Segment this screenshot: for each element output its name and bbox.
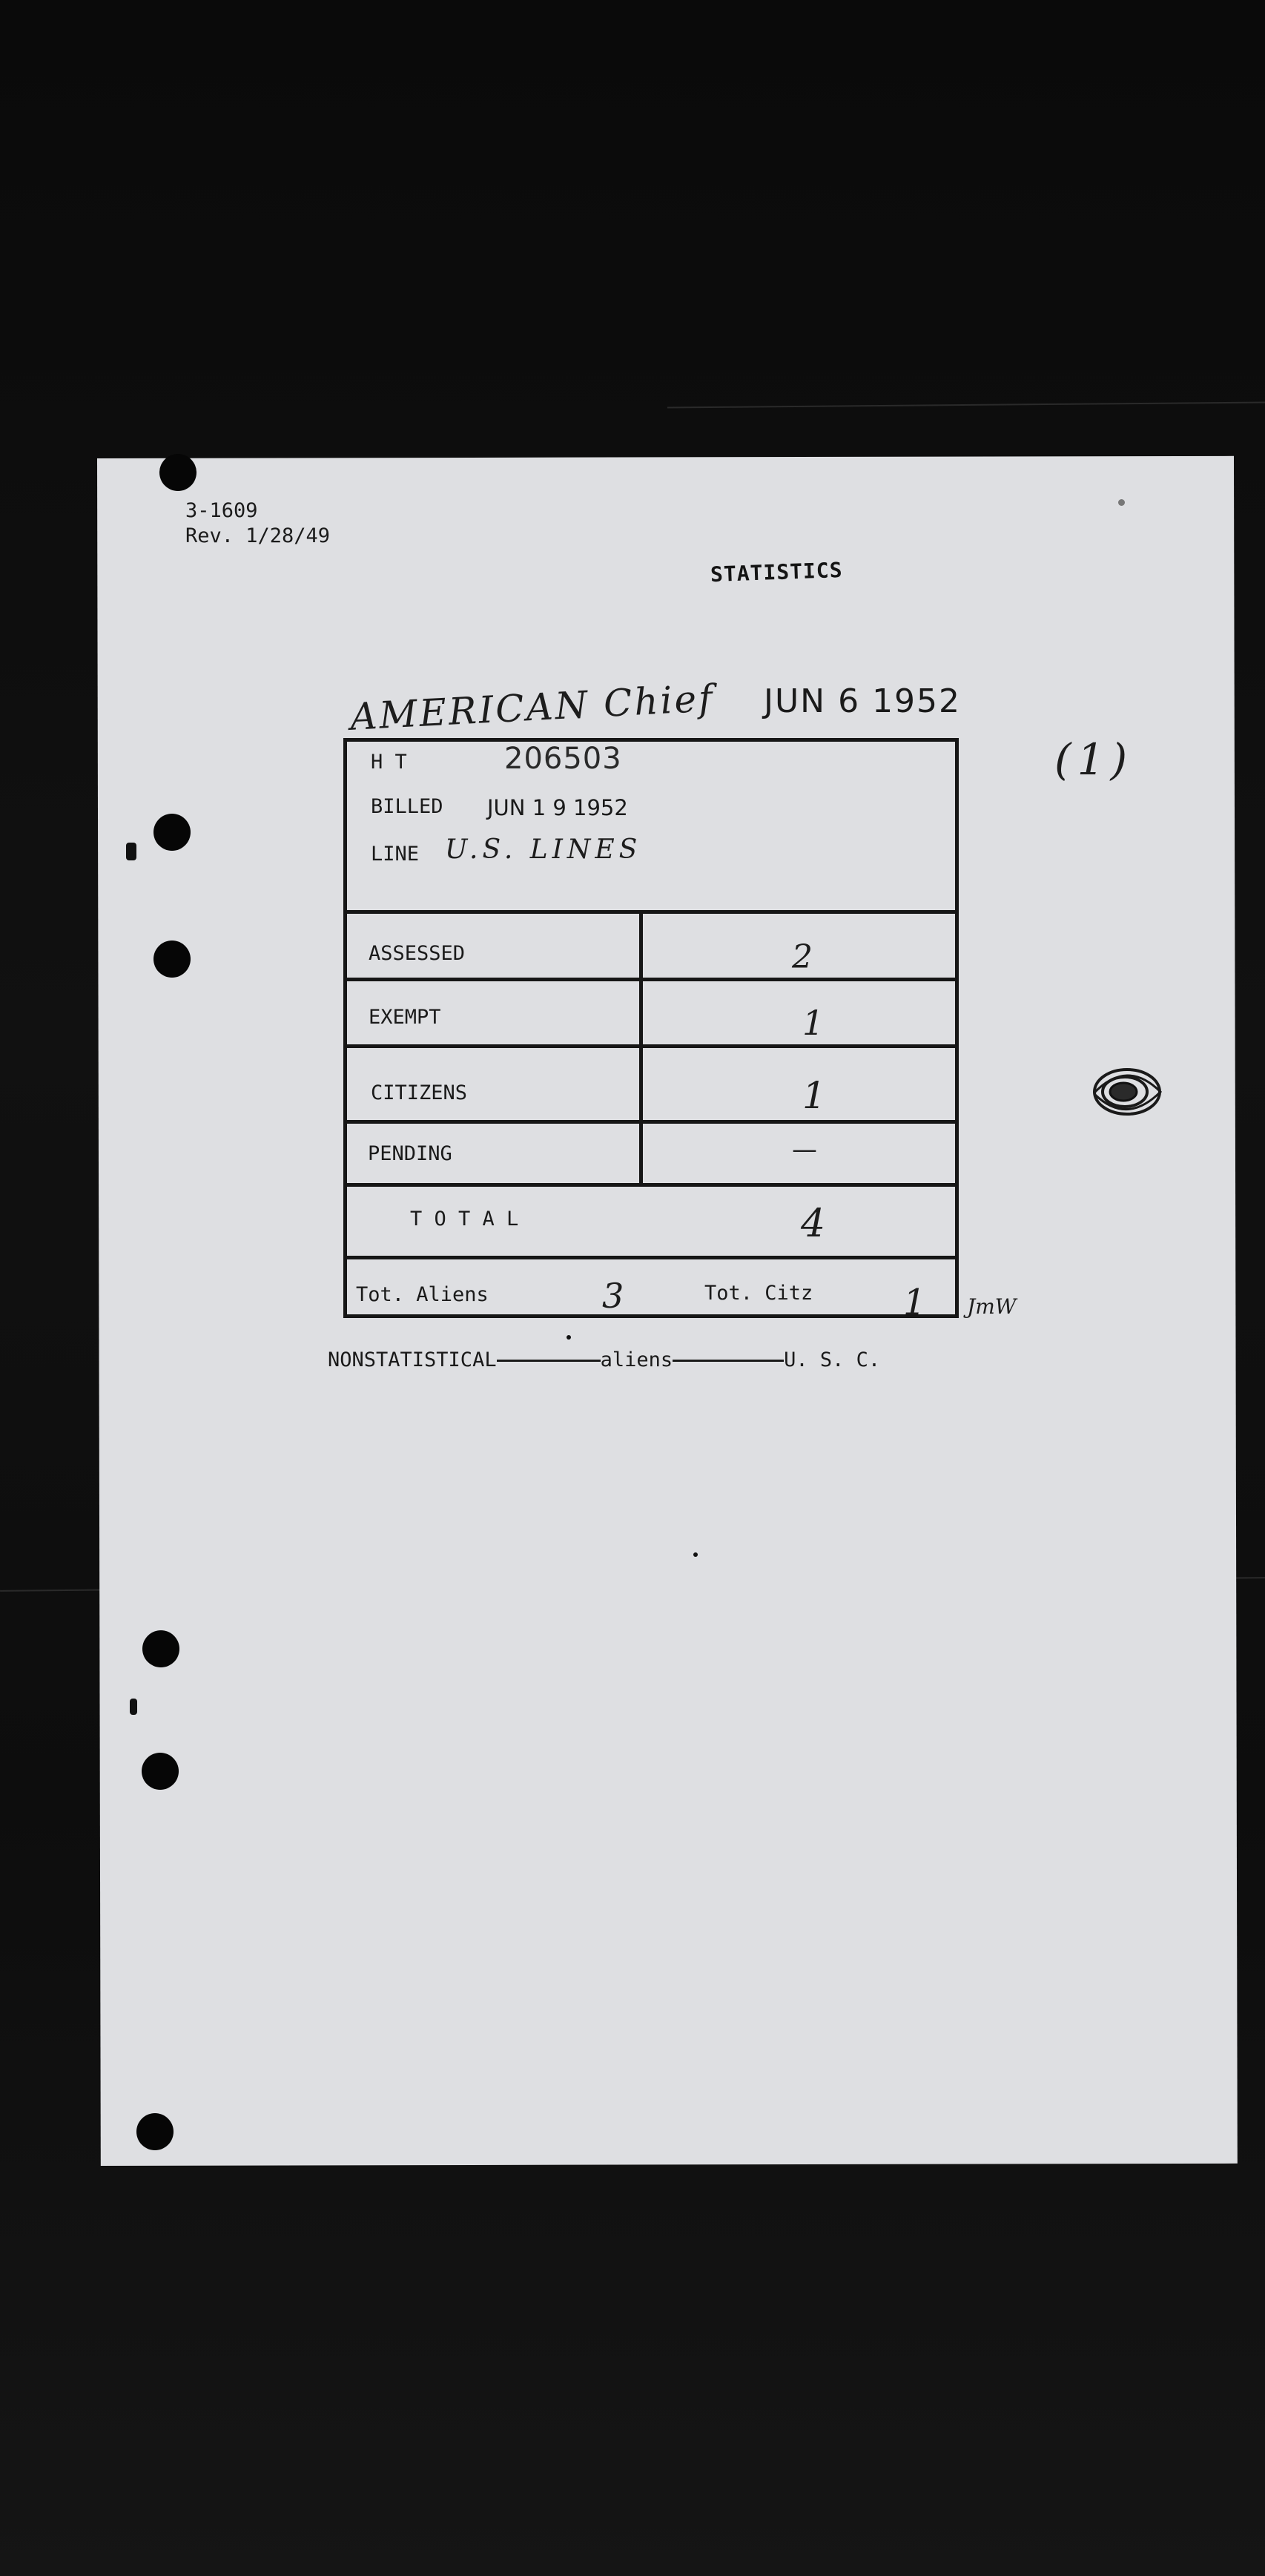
form-rule [343,1183,959,1187]
nonstatistical-blank [673,1360,784,1362]
speck [126,843,136,860]
ht-number: 206503 [504,742,622,776]
row-value-assessed: 2 [792,938,813,976]
row-label-exempt: EXEMPT [369,1006,441,1029]
total-citizens-value: 1 [903,1282,926,1323]
punch-hole [153,941,191,978]
ship-name: AMERICAN Chief [349,676,716,739]
speck [1118,499,1125,506]
billed-label: BILLED [371,795,443,818]
form-rule [343,978,959,981]
line-label: LINE [371,843,420,866]
nonstatistical-blank [497,1360,601,1362]
nonstatistical-usc-label: U. S. C. [784,1348,881,1371]
initials: JmW [967,1294,1017,1319]
total-label: T O T A L [410,1208,519,1231]
form-code [185,498,330,549]
form-column-divider [639,910,643,1183]
total-aliens-label: Tot. Aliens [356,1283,489,1306]
punch-hole [142,1630,179,1667]
row-value-pending: — [792,1135,817,1165]
form-rule [343,1256,959,1259]
total-citizens-label: Tot. Citz [704,1282,813,1305]
row-value-citizens: 1 [802,1074,826,1117]
total-aliens-value: 3 [602,1276,624,1316]
speck [130,1699,137,1715]
billed-date-stamp: JUN 1 9 1952 [487,795,628,820]
line-value: U.S. LINES [445,834,642,865]
punch-hole [142,1753,179,1790]
form-revision: Rev. 1/28/49 [185,524,331,547]
row-value-exempt: 1 [802,1003,825,1043]
punch-hole [136,2113,174,2150]
nonstatistical-line [328,1348,880,1371]
form-rule [343,1044,959,1048]
form-number: 3-1609 [185,499,258,522]
form-rule [343,910,959,914]
statistics-stamp: STATISTICS [710,557,844,587]
row-label-citizens: CITIZENS [371,1081,468,1104]
scribble-mark [1086,1062,1168,1121]
speck [567,1335,571,1340]
row-label-pending: PENDING [368,1142,452,1165]
date-stamp: JUN 6 1952 [764,682,962,720]
speck [693,1552,698,1557]
ht-label: H T [371,751,407,774]
nonstatistical-label: NONSTATISTICAL [328,1348,497,1371]
total-value: 4 [801,1202,826,1246]
form-rule [343,1120,959,1124]
nonstatistical-aliens-label: aliens [600,1348,673,1371]
punch-hole [159,454,196,491]
row-label-assessed: ASSESSED [369,942,466,965]
punch-hole [153,814,191,851]
page-marker: (1) [1054,734,1134,785]
